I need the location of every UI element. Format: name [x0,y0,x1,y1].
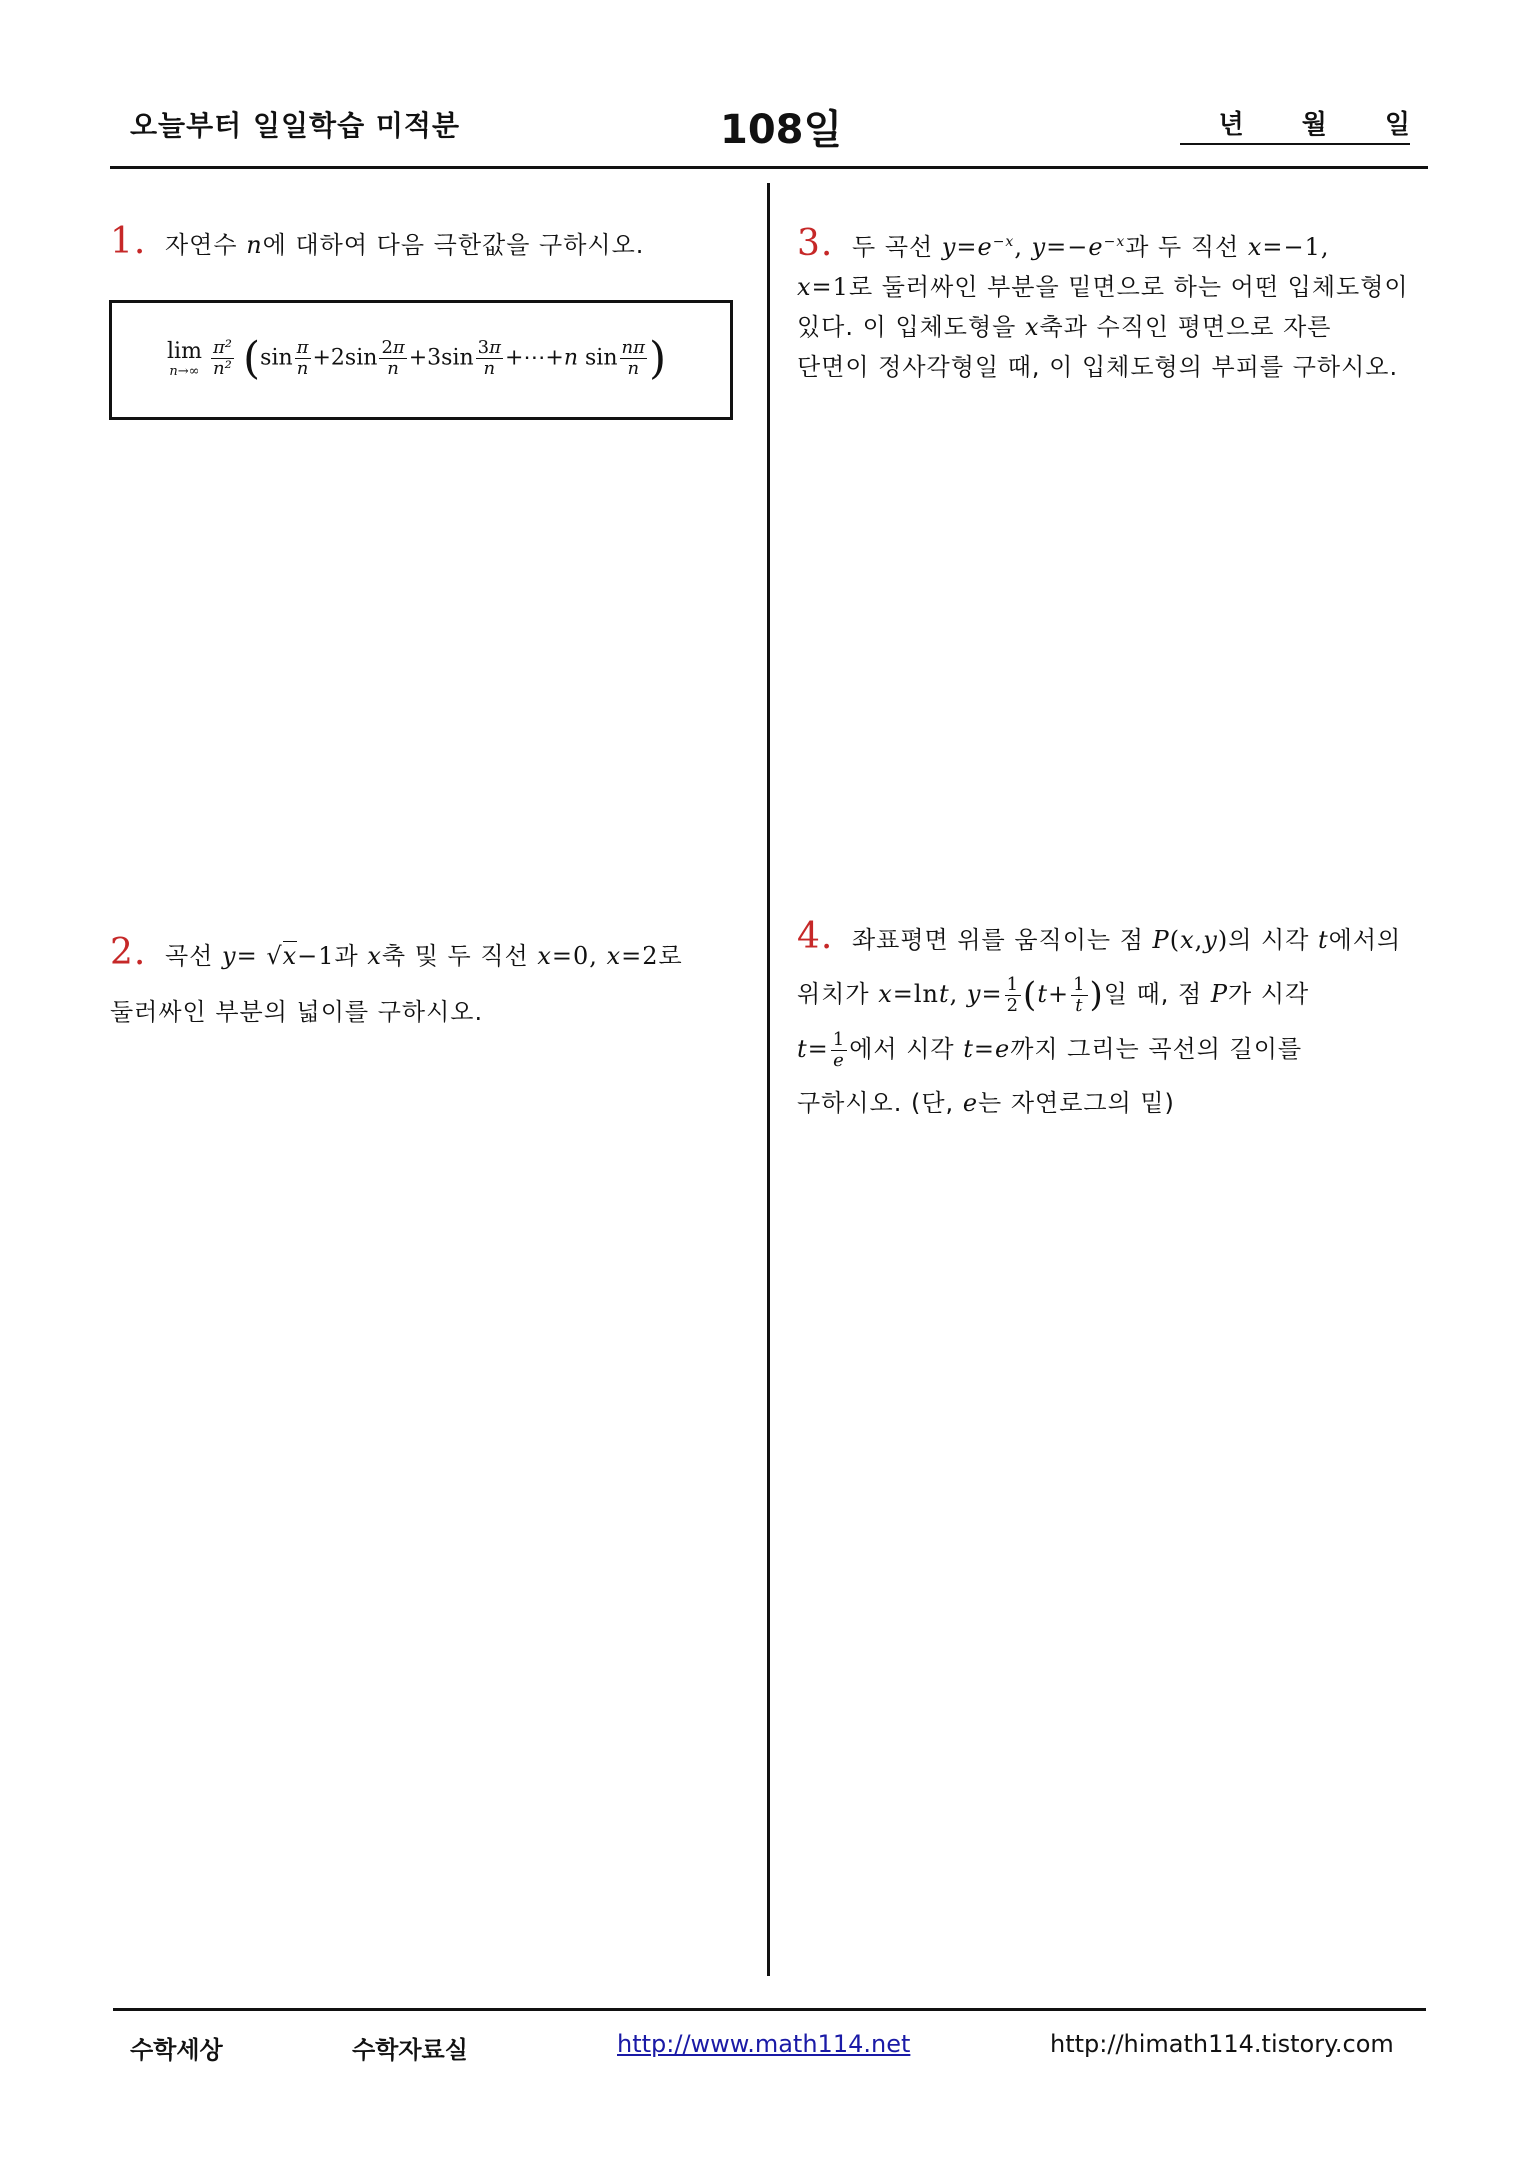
problem-4 [797,910,1437,1130]
date-day-label: 일 [1384,110,1410,140]
date-field [1180,104,1410,145]
problem-number: 2. [110,932,147,973]
problem-number: 1. [110,221,147,262]
footer-link-math114[interactable]: http://www.math114.net [617,2030,911,2058]
header-divider [110,166,1428,169]
date-year-label: 년 [1218,110,1244,140]
problem-3-text: 두 곡선 $y=e^{-x}$, $y=-e^{-x}$과 두 직선 x=−1, x=1로 둘러싸인 부분을 밑면으로 하는 어떤 입체도형이 있다. 이 입체도형을 x축과 수직인 평면으로 자른 단면이 정사각형일 때, 이 입체도형의 부피를 구하시오. [797,233,1409,381]
problem-1 [110,222,750,265]
limit-formula: lim n→∞ $\frac{\text{π²}}{\text{n²}}$ (sin $\frac{\pi}{n}$ +2sin $\frac{2\pi}{n}$ +3sin $\frac{3\pi}{n}$ +⋯+n sin $\frac{n\pi}{n}$ ) [167,333,667,384]
footer-site-2: 수학자료실 [352,2036,468,2064]
footer-site-1: 수학세상 [130,2036,223,2064]
problem-2 [110,925,750,1040]
problem-4-text: 좌표평면 위를 움직이는 점 P(x,y)의 시각 t에서의 위치가 x=lnt, y= $\frac{1}{2}$ (t+ $\frac{1}{t}$ )일 때, 점 P가 시각 t= $\frac{1}{e}$ 에서 시각 t=e까지 그리는 곡선의 길이를 구하시오. (단, e는 자연로그의 밑) [797,926,1402,1117]
problem-3 [797,222,1437,387]
column-divider [767,183,770,1976]
problem-1-text: 자연수 n에 대하여 다음 극한값을 구하시오. [165,231,645,259]
footer-divider [113,2008,1426,2011]
day-number: 108일 [720,107,843,153]
problem-2-text: 곡선 y= √x−1과 x축 및 두 직선 x=0, x=2로 둘러싸인 부분의 넓이를 구하시오. [110,942,683,1026]
footer-link-tistory[interactable]: http://himath114.tistory.com [1050,2030,1394,2058]
problem-number: 4. [797,916,834,957]
date-month-label: 월 [1301,110,1327,140]
worksheet-title: 오늘부터 일일학습 미적분 [130,109,461,142]
problem-number: 3. [797,223,834,264]
